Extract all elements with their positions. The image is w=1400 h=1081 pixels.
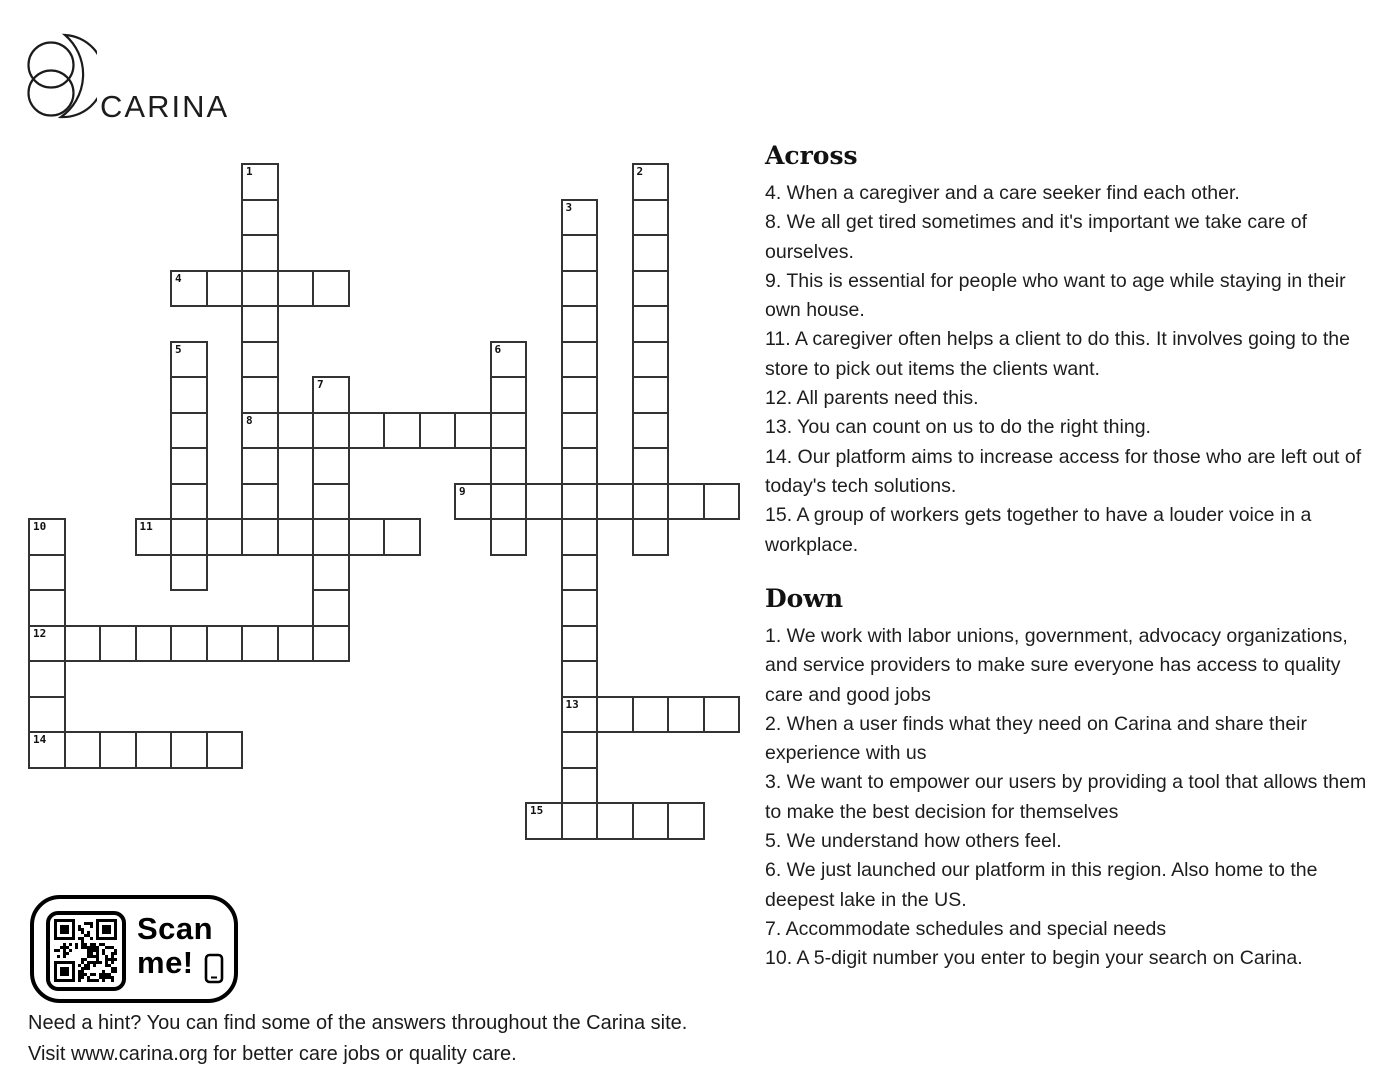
grid-cell[interactable] [561, 767, 599, 805]
grid-cell[interactable] [206, 731, 244, 769]
grid-cell[interactable] [312, 589, 350, 627]
cell-number: 12 [33, 626, 47, 640]
cell-number: 6 [494, 342, 502, 356]
grid-cell[interactable] [632, 341, 670, 379]
cell-number: 5 [175, 342, 182, 356]
grid-cell[interactable] [28, 589, 66, 627]
grid-cell[interactable] [241, 341, 279, 379]
clue-down-3: 3. We want to empower our users by providing a tool that allows them to make the best decision for themselves [765, 771, 1367, 823]
grid-cell[interactable] [99, 625, 137, 663]
grid-cell[interactable] [454, 412, 492, 450]
grid-cell[interactable] [561, 199, 599, 237]
grid-cell[interactable] [419, 412, 457, 450]
cell-number: 8 [246, 413, 253, 427]
grid-cell[interactable] [561, 483, 599, 521]
grid-cell[interactable] [561, 802, 599, 840]
grid-cell[interactable] [490, 412, 528, 450]
across-heading: Across [765, 141, 858, 170]
grid-cell[interactable] [135, 731, 173, 769]
grid-cell[interactable] [241, 483, 279, 521]
down-heading: Down [765, 584, 844, 613]
grid-cell[interactable] [241, 234, 279, 272]
grid-cell[interactable] [632, 270, 670, 308]
grid-cell[interactable] [28, 518, 66, 556]
across-clues-section [765, 141, 1369, 560]
cell-number: 7 [317, 378, 324, 391]
grid-cell[interactable] [561, 518, 599, 556]
cell-number: 2 [636, 165, 644, 178]
cell-number: 11 [139, 520, 153, 533]
grid-cell[interactable] [561, 554, 599, 592]
grid-cell[interactable] [490, 447, 528, 485]
scan-line2: me! [137, 945, 194, 980]
cell-number: 13 [565, 697, 579, 711]
grid-cell[interactable] [561, 447, 599, 485]
grid-cell[interactable] [632, 163, 670, 201]
grid-cell[interactable] [312, 270, 350, 308]
grid-cell[interactable] [703, 696, 741, 734]
grid-cell[interactable] [525, 483, 563, 521]
grid-cell[interactable] [667, 802, 705, 840]
grid-cell[interactable] [561, 696, 599, 734]
grid-cell[interactable] [348, 518, 386, 556]
grid-cell[interactable] [241, 625, 279, 663]
clue-down-1: 1. We work with labor unions, government, advocacy organizations, and service providers to make sure everyone has access to quality care and good jobs [765, 625, 1348, 706]
grid-cell[interactable] [277, 270, 315, 308]
grid-cell[interactable] [28, 696, 66, 734]
scan-line1: Scan [137, 911, 214, 946]
clue-across-9: 9. This is essential for people who want to age while staying in their own house. [765, 269, 1346, 322]
grid-cell[interactable] [241, 518, 279, 556]
cell-number: 1 [246, 165, 253, 178]
grid-cell[interactable] [312, 412, 350, 450]
cell-number: 10 [33, 520, 47, 533]
clue-across-4: 4. When a caregiver and a care seeker find each other. [765, 182, 1240, 204]
cell-number: 15 [530, 804, 544, 817]
brand-name: CARINA [100, 89, 230, 124]
clue-across-13: 13. You can count on us to do the right thing. [765, 416, 1151, 439]
grid-cell[interactable] [206, 518, 244, 556]
grid-cell[interactable] [170, 447, 208, 485]
grid-cell[interactable] [170, 376, 208, 414]
down-clue-list [765, 622, 1369, 974]
grid-cell[interactable] [454, 483, 492, 521]
grid-cell[interactable] [632, 483, 670, 521]
grid-cell[interactable] [312, 483, 350, 521]
grid-cell[interactable] [170, 483, 208, 521]
grid-cell[interactable] [561, 660, 599, 698]
grid-cell[interactable] [99, 731, 137, 769]
cell-number: 3 [565, 200, 573, 214]
grid-cell[interactable] [561, 305, 599, 343]
scan-me-badge [30, 895, 238, 1003]
grid-cell[interactable] [312, 554, 350, 592]
grid-cell[interactable] [241, 376, 279, 414]
grid-cell[interactable] [277, 518, 315, 556]
grid-cell[interactable] [632, 412, 670, 450]
grid-cell[interactable] [348, 412, 386, 450]
grid-cell[interactable] [490, 376, 528, 414]
clue-down-5: 5. We understand how others feel. [765, 830, 1062, 853]
grid-cell[interactable] [241, 163, 279, 201]
grid-cell[interactable] [170, 518, 208, 556]
grid-cell[interactable] [170, 270, 208, 308]
cell-number: 4 [175, 271, 182, 285]
grid-cell[interactable] [170, 731, 208, 769]
grid-cell[interactable] [277, 412, 315, 450]
grid-cell[interactable] [170, 341, 208, 379]
grid-cell[interactable] [312, 518, 350, 556]
grid-cell[interactable] [312, 625, 350, 663]
grid-cell[interactable] [206, 625, 244, 663]
grid-cell[interactable] [241, 305, 279, 343]
grid-cell[interactable] [632, 447, 670, 485]
grid-cell[interactable] [490, 518, 528, 556]
clue-across-15: 15. A group of workers gets together to have a louder voice in a workplace. [765, 504, 1312, 556]
grid-cell[interactable] [632, 234, 670, 272]
grid-cell[interactable] [490, 341, 528, 379]
clue-across-11: 11. A caregiver often helps a client to do this. It involves going to the store to pick out items the clients want. [765, 328, 1350, 380]
cell-number: 9 [459, 484, 466, 498]
grid-cell[interactable] [490, 483, 528, 521]
grid-cell[interactable] [703, 483, 741, 521]
grid-cell[interactable] [135, 625, 173, 663]
grid-cell[interactable] [561, 589, 599, 627]
grid-cell[interactable] [135, 518, 173, 556]
grid-cell[interactable] [667, 696, 705, 734]
grid-cell[interactable] [632, 305, 670, 343]
clue-across-8: 8. We all get tired sometimes and it's important we take care of ourselves. [765, 211, 1308, 263]
grid-cell[interactable] [28, 625, 66, 663]
grid-cell[interactable] [383, 518, 421, 556]
grid-cell[interactable] [277, 625, 315, 663]
clue-across-12: 12. All parents need this. [765, 387, 979, 410]
grid-cell[interactable] [241, 412, 279, 450]
clue-down-2: 2. When a user finds what they need on Carina and share their experience with us [765, 712, 1307, 765]
qr-code-icon [54, 919, 117, 982]
grid-cell[interactable] [170, 554, 208, 592]
grid-cell[interactable] [64, 625, 102, 663]
scan-me-label [137, 912, 213, 980]
grid-cell[interactable] [241, 199, 279, 237]
grid-cell[interactable] [28, 660, 66, 698]
carina-crescents-icon [27, 32, 97, 120]
clue-down-6: 6. We just launched our platform in this region. Also home to the deepest lake in the US. [765, 859, 1318, 911]
grid-cell[interactable] [206, 270, 244, 308]
grid-cell[interactable] [28, 731, 66, 769]
grid-cell[interactable] [312, 376, 350, 414]
grid-cell[interactable] [561, 270, 599, 308]
grid-cell[interactable] [28, 554, 66, 592]
clue-across-14: 14. Our platform aims to increase access for those who are left out of today's tech solutions. [765, 445, 1362, 497]
grid-cell[interactable] [383, 412, 421, 450]
grid-cell[interactable] [561, 234, 599, 272]
clue-down-10: 10. A 5-digit number you enter to begin your search on Carina. [765, 947, 1303, 970]
grid-cell[interactable] [596, 696, 634, 734]
footer [28, 1008, 687, 1069]
footer-hint-line: Need a hint? You can find some of the answers throughout the Carina site. [28, 1012, 688, 1034]
qr-frame [46, 911, 126, 991]
grid-cell[interactable] [596, 802, 634, 840]
grid-cell[interactable] [632, 518, 670, 556]
footer-visit-line: Visit www.carina.org for better care jobs or quality care. [28, 1042, 517, 1065]
clue-down-7: 7. Accommodate schedules and special needs [765, 917, 1167, 940]
grid-cell[interactable] [667, 483, 705, 521]
cell-number: 14 [33, 733, 47, 746]
grid-cell[interactable] [312, 447, 350, 485]
grid-cell[interactable] [561, 376, 599, 414]
grid-cell[interactable] [64, 731, 102, 769]
grid-cell[interactable] [241, 447, 279, 485]
grid-cell[interactable] [561, 412, 599, 450]
grid-cell[interactable] [632, 696, 670, 734]
grid-cell[interactable] [525, 802, 563, 840]
grid-cell[interactable] [170, 625, 208, 663]
grid-cell[interactable] [241, 270, 279, 308]
grid-cell[interactable] [170, 412, 208, 450]
down-clues-section [765, 584, 1369, 974]
grid-cell[interactable] [632, 199, 670, 237]
grid-cell[interactable] [561, 625, 599, 663]
grid-cell[interactable] [596, 483, 634, 521]
grid-cell[interactable] [632, 376, 670, 414]
phone-icon [204, 953, 224, 984]
grid-cell[interactable] [561, 341, 599, 379]
grid-cell[interactable] [632, 802, 670, 840]
grid-cell[interactable] [561, 731, 599, 769]
across-clue-list [765, 179, 1369, 560]
